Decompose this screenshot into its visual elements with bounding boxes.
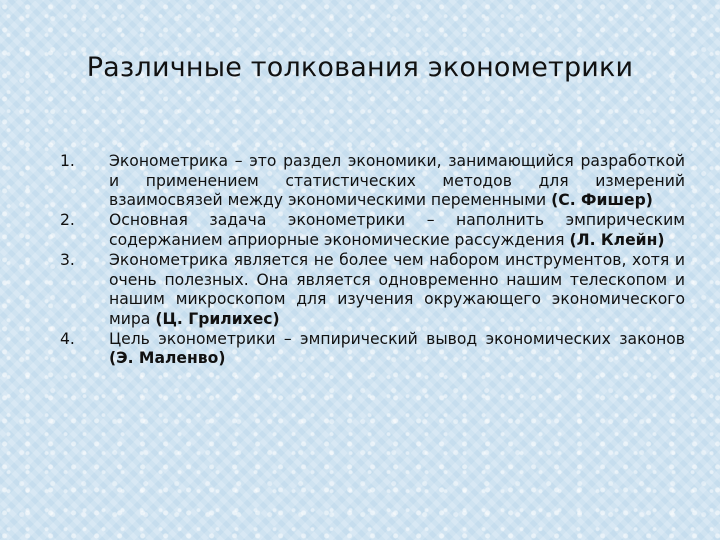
item-number: 4.: [60, 329, 75, 348]
item-number: 3.: [60, 250, 75, 269]
list-item: [60, 211, 685, 250]
item-author: (Л. Клейн): [569, 230, 665, 249]
item-author: (Ц. Грилихес): [155, 309, 280, 328]
item-body: Цель эконометрики – эмпирический вывод экономических законов: [109, 329, 685, 348]
item-text: [109, 251, 685, 329]
item-text: [109, 211, 685, 250]
item-body: Основная задача эконометрики – наполнить эмпирическим содержанием априорные экономические рассуждения: [109, 211, 685, 249]
item-body: Эконометрика – это раздел экономики, занимающийся разработкой и применением статистических методов для измерений взаимосвязей между экономическими переменными: [109, 152, 685, 210]
list-item: [60, 251, 685, 329]
list-item: [60, 152, 685, 211]
item-body: Эконометрика является не более чем набором инструментов, хотя и очень полезных. Она является одновременно нашим телескопом и нашим микроскопом для изучения окружающего экономического мира: [109, 250, 685, 328]
item-number: 1.: [60, 152, 75, 170]
definitions-list: [60, 152, 685, 370]
list-item: [60, 330, 685, 369]
item-author: (С. Фишер): [551, 191, 653, 210]
slide-title: Различные толкования эконометрики: [86, 52, 634, 83]
item-text: [109, 330, 685, 369]
item-author: (Э. Маленво): [109, 349, 226, 368]
item-number: 2.: [60, 211, 75, 230]
item-text: [109, 152, 685, 211]
